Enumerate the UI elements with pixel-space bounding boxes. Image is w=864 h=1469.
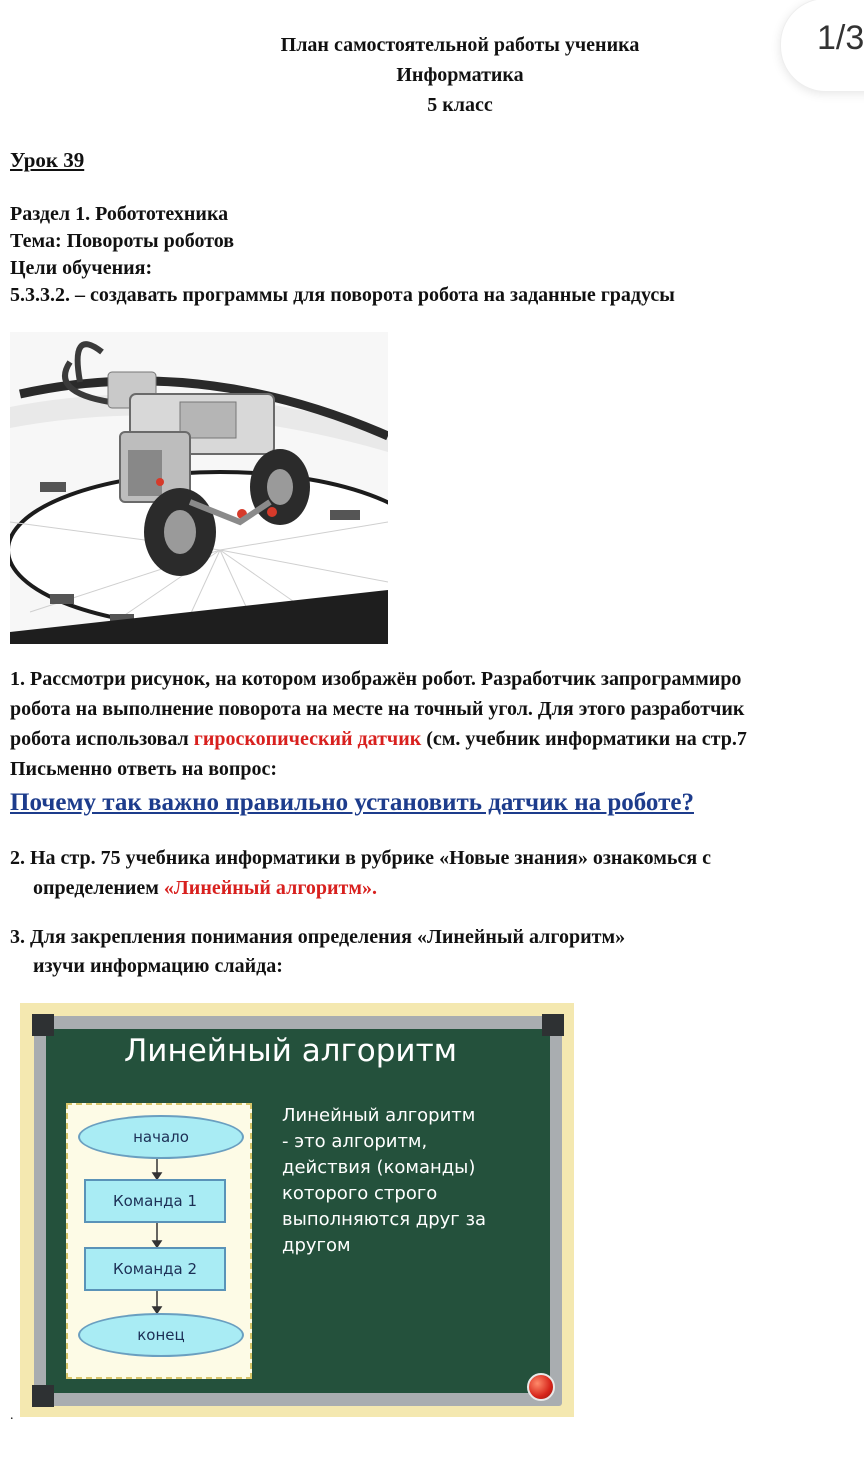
plan-title: План самостоятельной работы ученика [280, 34, 640, 56]
question-heading: Почему так важно правильно установить датчик на роботе? [10, 789, 694, 816]
slide-title: Линейный алгоритм [124, 1033, 458, 1069]
goals-label: Цели обучения: [10, 257, 153, 279]
definition-line: Линейный алгоритм [282, 1105, 476, 1126]
robot-illustration [10, 332, 388, 644]
footer-dot: . [10, 1408, 14, 1423]
definition-text [282, 1103, 486, 1259]
flow-step-2: Команда 2 [84, 1247, 226, 1291]
flow-start-oval: начало [78, 1115, 244, 1159]
linear-algorithm-highlight: «Линейный алгоритм». [163, 877, 377, 899]
frame-corner [32, 1385, 54, 1407]
task1-line3-post: (см. учебник информатики на стр.7 [421, 728, 747, 750]
task1-line3 [10, 724, 747, 754]
topic-line: Тема: Повороты роботов [10, 230, 235, 252]
definition-line: - это алгоритм, [282, 1131, 428, 1152]
page-indicator [780, 0, 864, 92]
task3-line2: изучи информацию слайда: [33, 955, 283, 977]
frame-corner [542, 1014, 564, 1036]
page-indicator-text: 1/3 [817, 19, 864, 57]
document-header [0, 30, 864, 120]
flow-end-oval: конец [78, 1313, 244, 1357]
task-1 [10, 664, 747, 784]
task3-line1: 3. Для закрепления понимания определения «Линейный алгоритм» [10, 926, 626, 948]
linear-algorithm-slide [20, 1003, 574, 1417]
task-3 [10, 923, 625, 981]
task2-line1: 2. На стр. 75 учебника информатики в рубрике «Новые знания» ознакомься с [10, 847, 712, 869]
subject-title: Информатика [396, 64, 524, 86]
task1-line3-pre: робота использовал [10, 728, 194, 750]
definition-line: действия (команды) [282, 1157, 476, 1178]
task1-line2: робота на выполнение поворота на месте на точный угол. Для этого разработчик [10, 698, 745, 720]
task2-line2-pre: определением [33, 877, 164, 899]
grade-title: 5 класс [427, 94, 493, 116]
lesson-meta [10, 201, 675, 309]
lesson-number: Урок 39 [10, 148, 85, 172]
task2-line2 [10, 873, 711, 903]
robot-image [10, 332, 388, 644]
frame-corner [32, 1014, 54, 1036]
flow-step-1: Команда 1 [84, 1179, 226, 1223]
slide-nav-button[interactable] [527, 1373, 555, 1401]
gyro-sensor-highlight: гироскопический датчик [193, 728, 422, 750]
goal-line: 5.3.3.2. – создавать программы для поворота робота на заданные градусы [10, 284, 675, 306]
definition-line: другом [282, 1235, 351, 1256]
definition-line: которого строго [282, 1183, 438, 1204]
task1-line1: 1. Рассмотри рисунок, на котором изображён робот. Разработчик запрограммиро [10, 668, 742, 690]
definition-line: выполняются друг за [282, 1209, 487, 1230]
flowchart-panel [66, 1103, 252, 1379]
task1-line4: Письменно ответь на вопрос: [10, 758, 278, 780]
section-line: Раздел 1. Робототехника [10, 203, 229, 225]
task-2 [10, 843, 711, 903]
